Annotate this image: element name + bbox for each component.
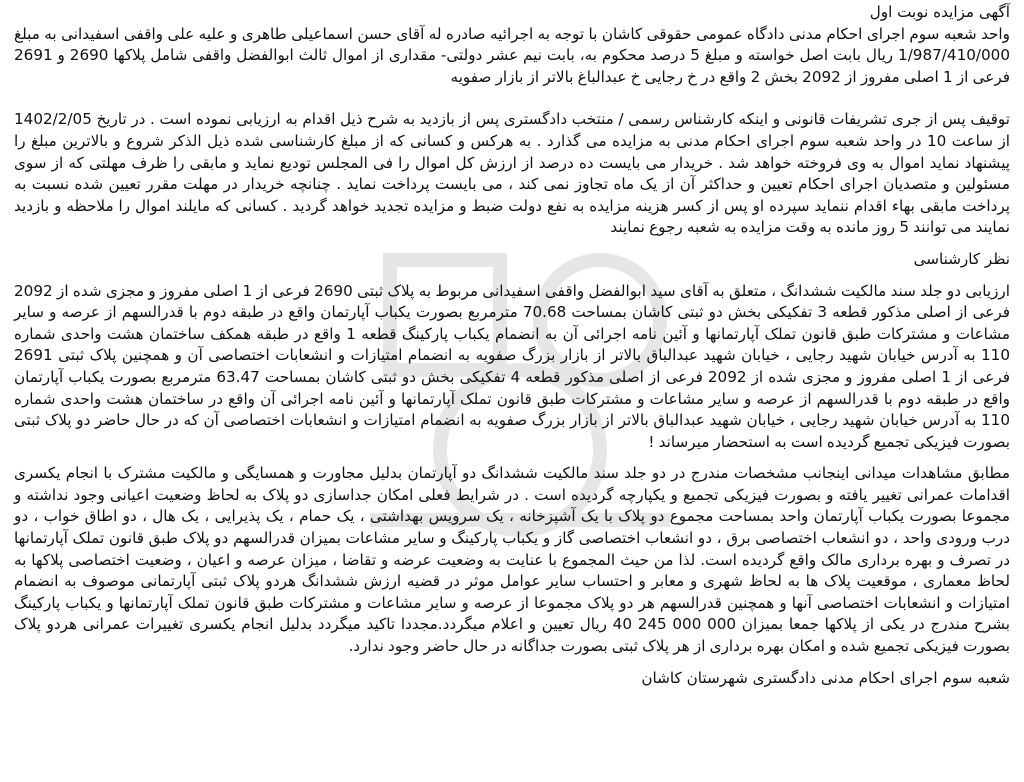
issuing-office-signature: شعبه سوم اجرای احکام مدنی دادگستری شهرستان کاشان xyxy=(641,668,1010,687)
notice-intro-paragraph: واحد شعبه سوم اجرای احکام مدنی دادگاه عمومی حقوقی کاشان با توجه به اجرائیه صادره له آقای حسن اسماعیلی طاهری و علیه علی واقفی اسفیدانی به مبلغ 1/987/410/000 ریال بابت اصل خواسته و مبلغ 5 درصد محکوم به، بابت نیم عشر دولتی- مقداری از اموال ثالث ابوالفضل واقفی شامل پلاکها 2690 و 2691 فرعی از 1 اصلی مفروز از 2092 بخش 2 واقع در خ رجایی خ عبدالباغ بالاتر از بازار صفویه xyxy=(14,24,1011,86)
notice-title: آگهی مزایده نوبت اول xyxy=(869,3,1010,21)
expert-opinion-paragraph-2: مطابق مشاهدات میدانی اینجانب مشخصات مندرج در دو جلد سند مالکیت ششدانگ دو آپارتمان بدلیل مجاورت و همسایگی و مالکیت مشترک با انجام یکسری اقدامات عمرانی تغییر یافته و بصورت فیزیکی تجمیع و یکپارچه گردیده است . در شرایط فعلی امکان جداسازی دو پلاک به لحاظ وضعیت اعیانی وجود نداشته و مجموعا بصورت یکباب آپارتمان واحد بمساحت مجموع دو پلاک با یک آشپزخانه ، یک سرویس بهداشتی ، یک حمام ، یک پذیرایی ، یک هال ، دو اطاق خواب ، دو درب ورودی واحد ، دو انشعاب اختصاصی برق ، دو انشعاب اختصاصی گاز و یکباب پارکینگ و سایر مشاعات بمیزان قدرالسهم دو پلاک طبق قانون تملک آپارتمانها در تصرف و بهره برداری مالک واقع گردیده است. لذا من حیث المجموع با عنایت به وضعیت عرضه و تقاضا ، میزان عرصه و اعیان ، وضعیت اختصاصی پلاکها به لحاظ معماری ، موقعیت پلاک ها به لحاظ شهری و معابر و احتساب سایر عوامل موثر در قضیه ارزش ششدانگ هردو پلاک ثبتی آپارتمانی موصوف به انضمام امتیازات و انشعابات اختصاصی آنها و همچنین قدرالسهم هر دو پلاک مجموعا از عرصه و سایر مشاعات و مشترکات طبق قانون تملک آپارتمانها و یکباب پارکینگ بشرح مندرج در یکی از پلاکها جمعا بمیزان 000 000 245 40 ریال تعیین و اعلام میگردد.مجددا تاکید میگردد بدلیل انجام یکسری تغییرات عمرانی هردو پلاک بصورت فیزیکی تجمیع شده و امکان بهره برداری از هر پلاک ثبتی بصورت جداگانه در حال حاضر وجود ندارد. xyxy=(14,464,1010,656)
expert-opinion-heading: نظر کارشناسی xyxy=(913,249,1010,268)
expert-opinion-paragraph-1: ارزیابی دو جلد سند مالکیت ششدانگ ، متعلق به آقای سید ابوالفضل واقفی اسفیدانی مربوط به پلاک ثبتی 2690 فرعی از 1 اصلی مفروز و مجزی شده از 2092 فرعی از اصلی مذکور قطعه 3 تفکیکی بخش دو ثبتی کاشان بمساحت 70.68 مترمربع بصورت یکباب آپارتمان واقع در طبقه دوم با قدرالسهم از عرصه و سایر مشاعات و مشترکات طبق قانون تملک آپارتمانها و آئین نامه اجرائی آن به انضمام یکباب پارکینگ قطعه 1 واقع در طبقه همکف ساختمان هشت واحدی شماره 110 به آدرس خیابان شهید رجایی ، خیابان شهید عبدالباق بالاتر از بازار بزرگ صفویه به انضمام امتیازات و انشعابات اختصاصی آن و همچنین پلاک ثبتی 2691 فرعی از 1 اصلی مفروز و مجزی شده از 2092 فرعی از اصلی مذکور قطعه 4 تفکیکی بخش دو ثبتی کاشان بمساحت 63.47 مترمربع بصورت یکباب آپارتمان واقع در طبقه دوم با قدرالسهم از عرصه و سایر مشاعات و مشترکات طبق قانون تملک آپارتمانها و آئین نامه اجرائی آن واقع در ساختمان هشت واحدی شماره 110 به آدرس خیابان شهید رجایی ، خیابان شهید عبدالباق بالاتر از بازار بزرگ صفویه به انضمام امتیازات و انشعابات اختصاصی آن که در حال حاضر دو پلاک ثبتی بصورت فیزیکی تجمیع گردیده است به استحضار میرساند ! xyxy=(14,281,1010,451)
auction-terms-paragraph: توقیف پس از جری تشریفات قانونی و اینکه کارشناس رسمی / منتخب دادگستری پس از بازدید به شرح ذیل اقدام به ارزیابی نموده است . در تاریخ 1402/2/05 از ساعت 10 در واحد شعبه سوم اجرای احکام مدنی به مزایده می گذارد . به هرکس و کسانی که از مبلغ کارشناسی شده ذیل الذکر شروع و بالاترین مبلغ را پیشنهاد نماید اموال به وی فروخته خواهد شد . خریدار می بایست ده درصد از ارزش کل اموال را فی المجلس تودیع نماید و مابقی را ظرف مهلتی که از سوی مسئولین و متصدیان اجرای احکام تعیین و حداکثر آن از یک ماه تجاوز نمی کند ، می بایست پرداخت نماید . چنانچه خریدار در مهلت مقرر تعیین شده نسبت به پرداخت مابقی بهاء اقدام ننماید سپرده او پس از کسر هزینه مزایده به نفع دولت ضبط و مزایده تجدید خواهد گردید . کسانی که مایلند اموال را ملاحظه و بازدید نمایند می توانند 5 روز مانده به وقت مزایده به شعبه رجوع نمایند xyxy=(14,110,1010,237)
notice-content xyxy=(14,2,1010,689)
